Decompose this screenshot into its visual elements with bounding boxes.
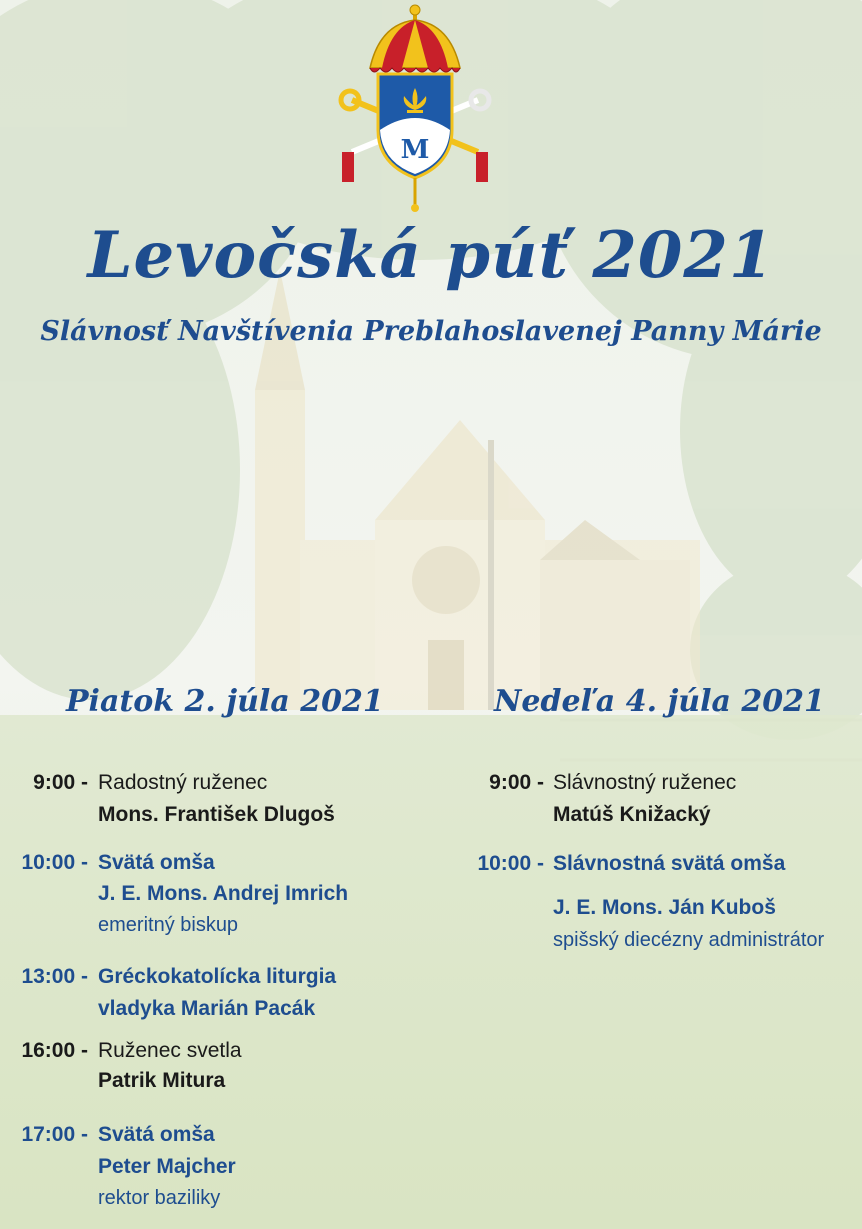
page-title: Levočská púť 2021 bbox=[87, 218, 775, 293]
event-title: Ruženec svetla bbox=[98, 1039, 242, 1062]
event-title: Slávnostná svätá omša bbox=[553, 852, 786, 875]
event-role: emeritný biskup bbox=[98, 914, 239, 936]
event-celebrant: Mons. František Dlugoš bbox=[98, 803, 335, 826]
day-heading-friday: Piatok 2. júla 2021 bbox=[66, 684, 384, 719]
event-celebrant: Matúš Knižacký bbox=[553, 803, 711, 826]
event-time: 13:00 - bbox=[21, 965, 88, 988]
event-time: 9:00 - bbox=[489, 771, 544, 794]
marian-monogram-icon: M bbox=[400, 135, 430, 165]
event-time: 10:00 - bbox=[21, 851, 88, 874]
event-title: Radostný ruženec bbox=[98, 771, 268, 794]
event-celebrant: Peter Majcher bbox=[98, 1155, 236, 1178]
page-subtitle: Slávnosť Navštívenia Preblahoslavenej Panny Márie bbox=[40, 316, 822, 347]
event-time: 10:00 - bbox=[477, 852, 544, 875]
event-time: 16:00 - bbox=[21, 1039, 88, 1062]
coat-of-arms-emblem bbox=[330, 2, 500, 214]
day-heading-sunday: Nedeľa 4. júla 2021 bbox=[494, 684, 825, 719]
event-time: 17:00 - bbox=[21, 1123, 88, 1146]
event-time: 9:00 - bbox=[33, 771, 88, 794]
event-celebrant: J. E. Mons. Ján Kuboš bbox=[553, 896, 776, 919]
event-title: Slávnostný ruženec bbox=[553, 771, 737, 794]
event-title: Svätá omša bbox=[98, 851, 215, 874]
event-role: rektor baziliky bbox=[98, 1187, 221, 1209]
event-celebrant: J. E. Mons. Andrej Imrich bbox=[98, 882, 349, 905]
event-celebrant: vladyka Marián Pacák bbox=[98, 997, 316, 1020]
event-celebrant: Patrik Mitura bbox=[98, 1069, 226, 1092]
event-role: spišský diecézny administrátor bbox=[553, 929, 825, 951]
event-title: Svätá omša bbox=[98, 1123, 215, 1146]
event-title: Gréckokatolícka liturgia bbox=[98, 965, 337, 988]
